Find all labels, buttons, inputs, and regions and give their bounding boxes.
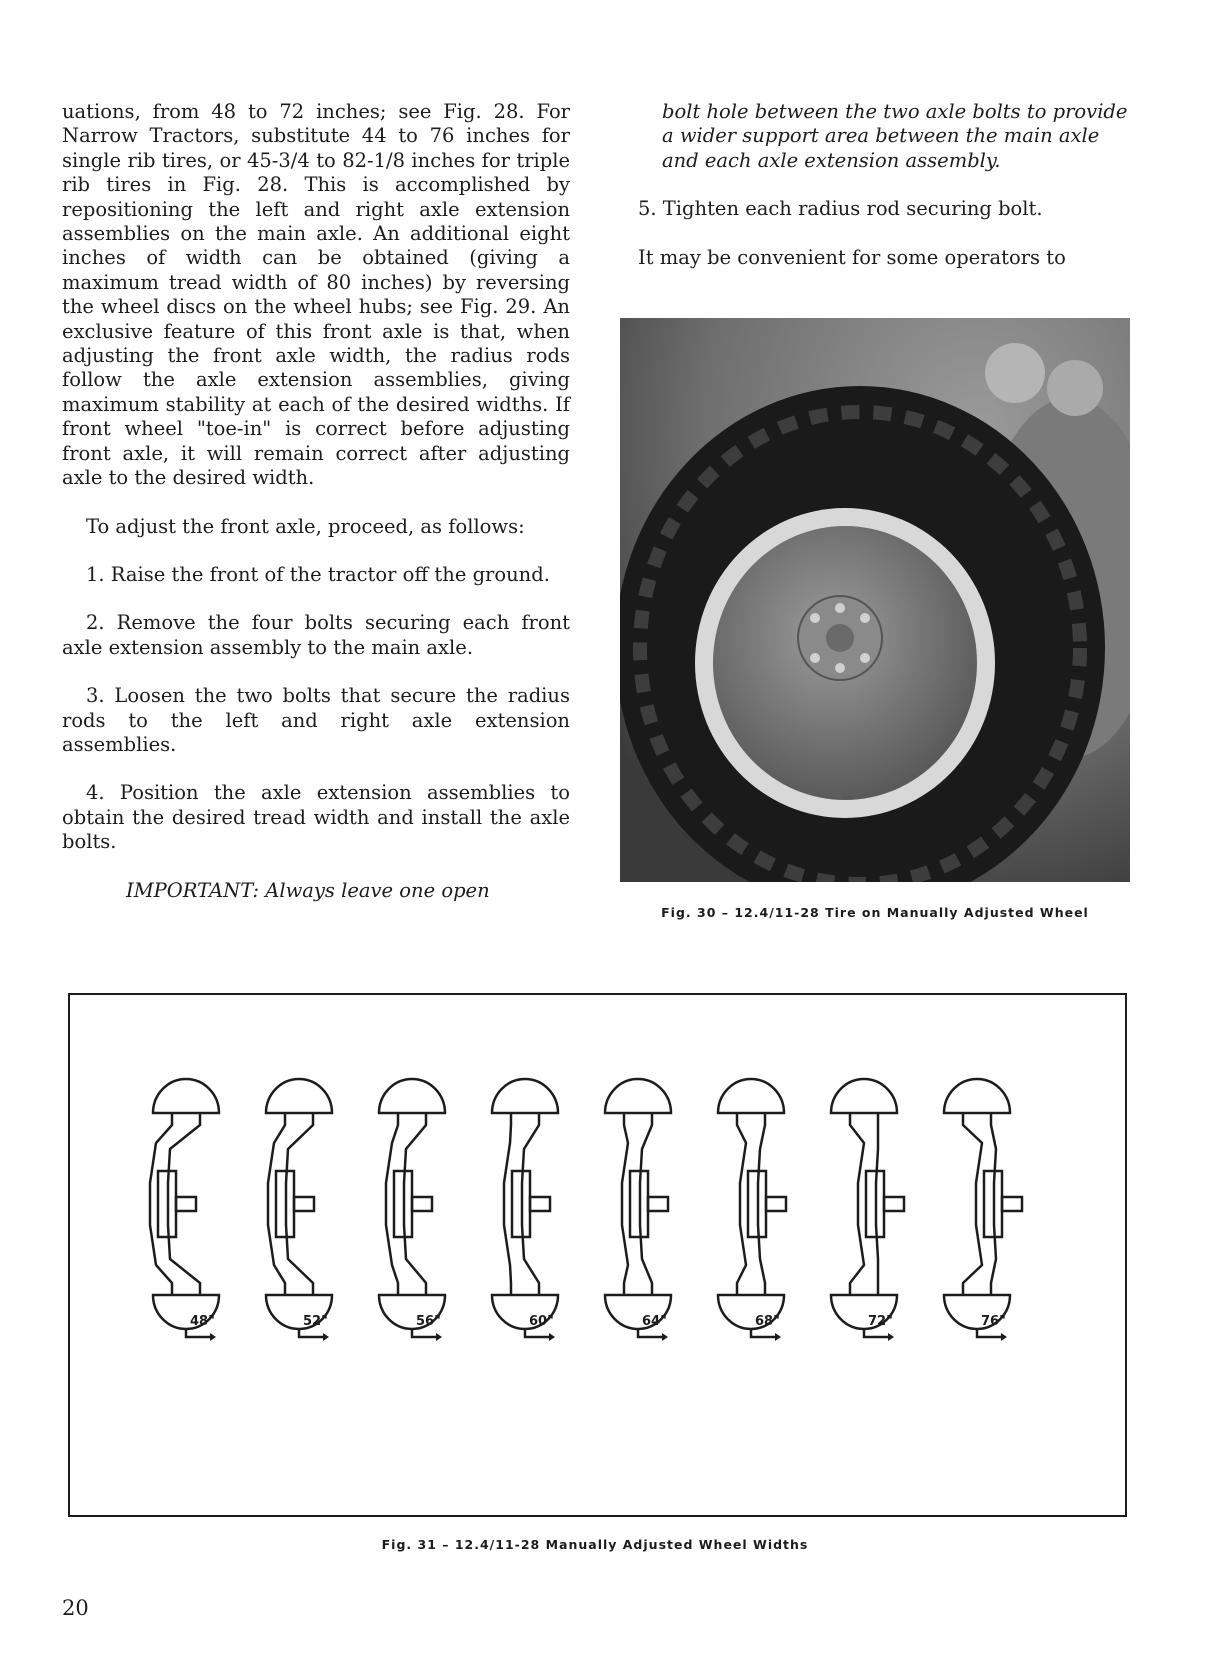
wheel-width-label: 52": [303, 1314, 328, 1329]
step-1: 1. Raise the front of the tractor off the ground.: [86, 562, 550, 586]
tractor-wheel-photo: [620, 318, 1130, 882]
important-note-start: IMPORTANT: Always leave one open: [126, 878, 490, 902]
wheel-width-label: 76": [981, 1314, 1006, 1329]
right-text-column: [638, 100, 1128, 294]
wheel-width-label: 68": [755, 1314, 780, 1329]
wheel-widths-diagram: [68, 993, 1127, 1517]
wheel-width-label: 56": [416, 1314, 441, 1329]
intro-paragraph: uations, from 48 to 72 inches; see Fig. 28. For Narrow Tractors, substitute 44 to 76 inches for single rib tires, or 45-3/4 to 82-1/8 inches for triple rib tires in Fig. 28. This is accomplished by repositioning the left and right axle extension assemblies on the main axle. An additional eight inches of width can be obtained (giving a maximum tread width of 80 inches) by reversing the wheel discs on the wheel hubs; see Fig. 29. An exclusive feature of this front axle is that, when adjusting the front axle width, the radius rods follow the axle extension assemblies, giving maximum stability at each of the desired widths. If front wheel "toe-in" is correct before adjusting front axle, it will remain correct after adjusting axle to the desired width.: [62, 100, 570, 490]
important-note-continued: bolt hole between the two axle bolts to provide a wider support area between the main axle and each axle extension assembly.: [662, 100, 1128, 172]
wheel-width-label: 72": [868, 1314, 893, 1329]
procedure-intro: To adjust the front axle, proceed, as follows:: [86, 514, 525, 538]
convenience-paragraph: It may be convenient for some operators to: [638, 245, 1066, 269]
page-number: 20: [62, 1596, 89, 1620]
left-text-column: [62, 100, 570, 927]
wheel-width-label: 48": [190, 1314, 215, 1329]
step-3: 3. Loosen the two bolts that secure the radius rods to the left and right axle extension assemblies.: [62, 684, 570, 756]
figure-31-caption: Fig. 31 – 12.4/11-28 Manually Adjusted Wheel Widths: [381, 1537, 809, 1552]
step-2: 2. Remove the four bolts securing each front axle extension assembly to the main axle.: [62, 611, 570, 659]
step-4: 4. Position the axle extension assemblies to obtain the desired tread width and install the axle bolts.: [62, 781, 570, 854]
wheel-width-label: 60": [529, 1314, 554, 1329]
figure-30-caption: Fig. 30 – 12.4/11-28 Tire on Manually Adjusted Wheel: [661, 905, 1089, 920]
wheel-width-label: 64": [642, 1314, 667, 1329]
step-5: 5. Tighten each radius rod securing bolt.: [638, 197, 1043, 221]
